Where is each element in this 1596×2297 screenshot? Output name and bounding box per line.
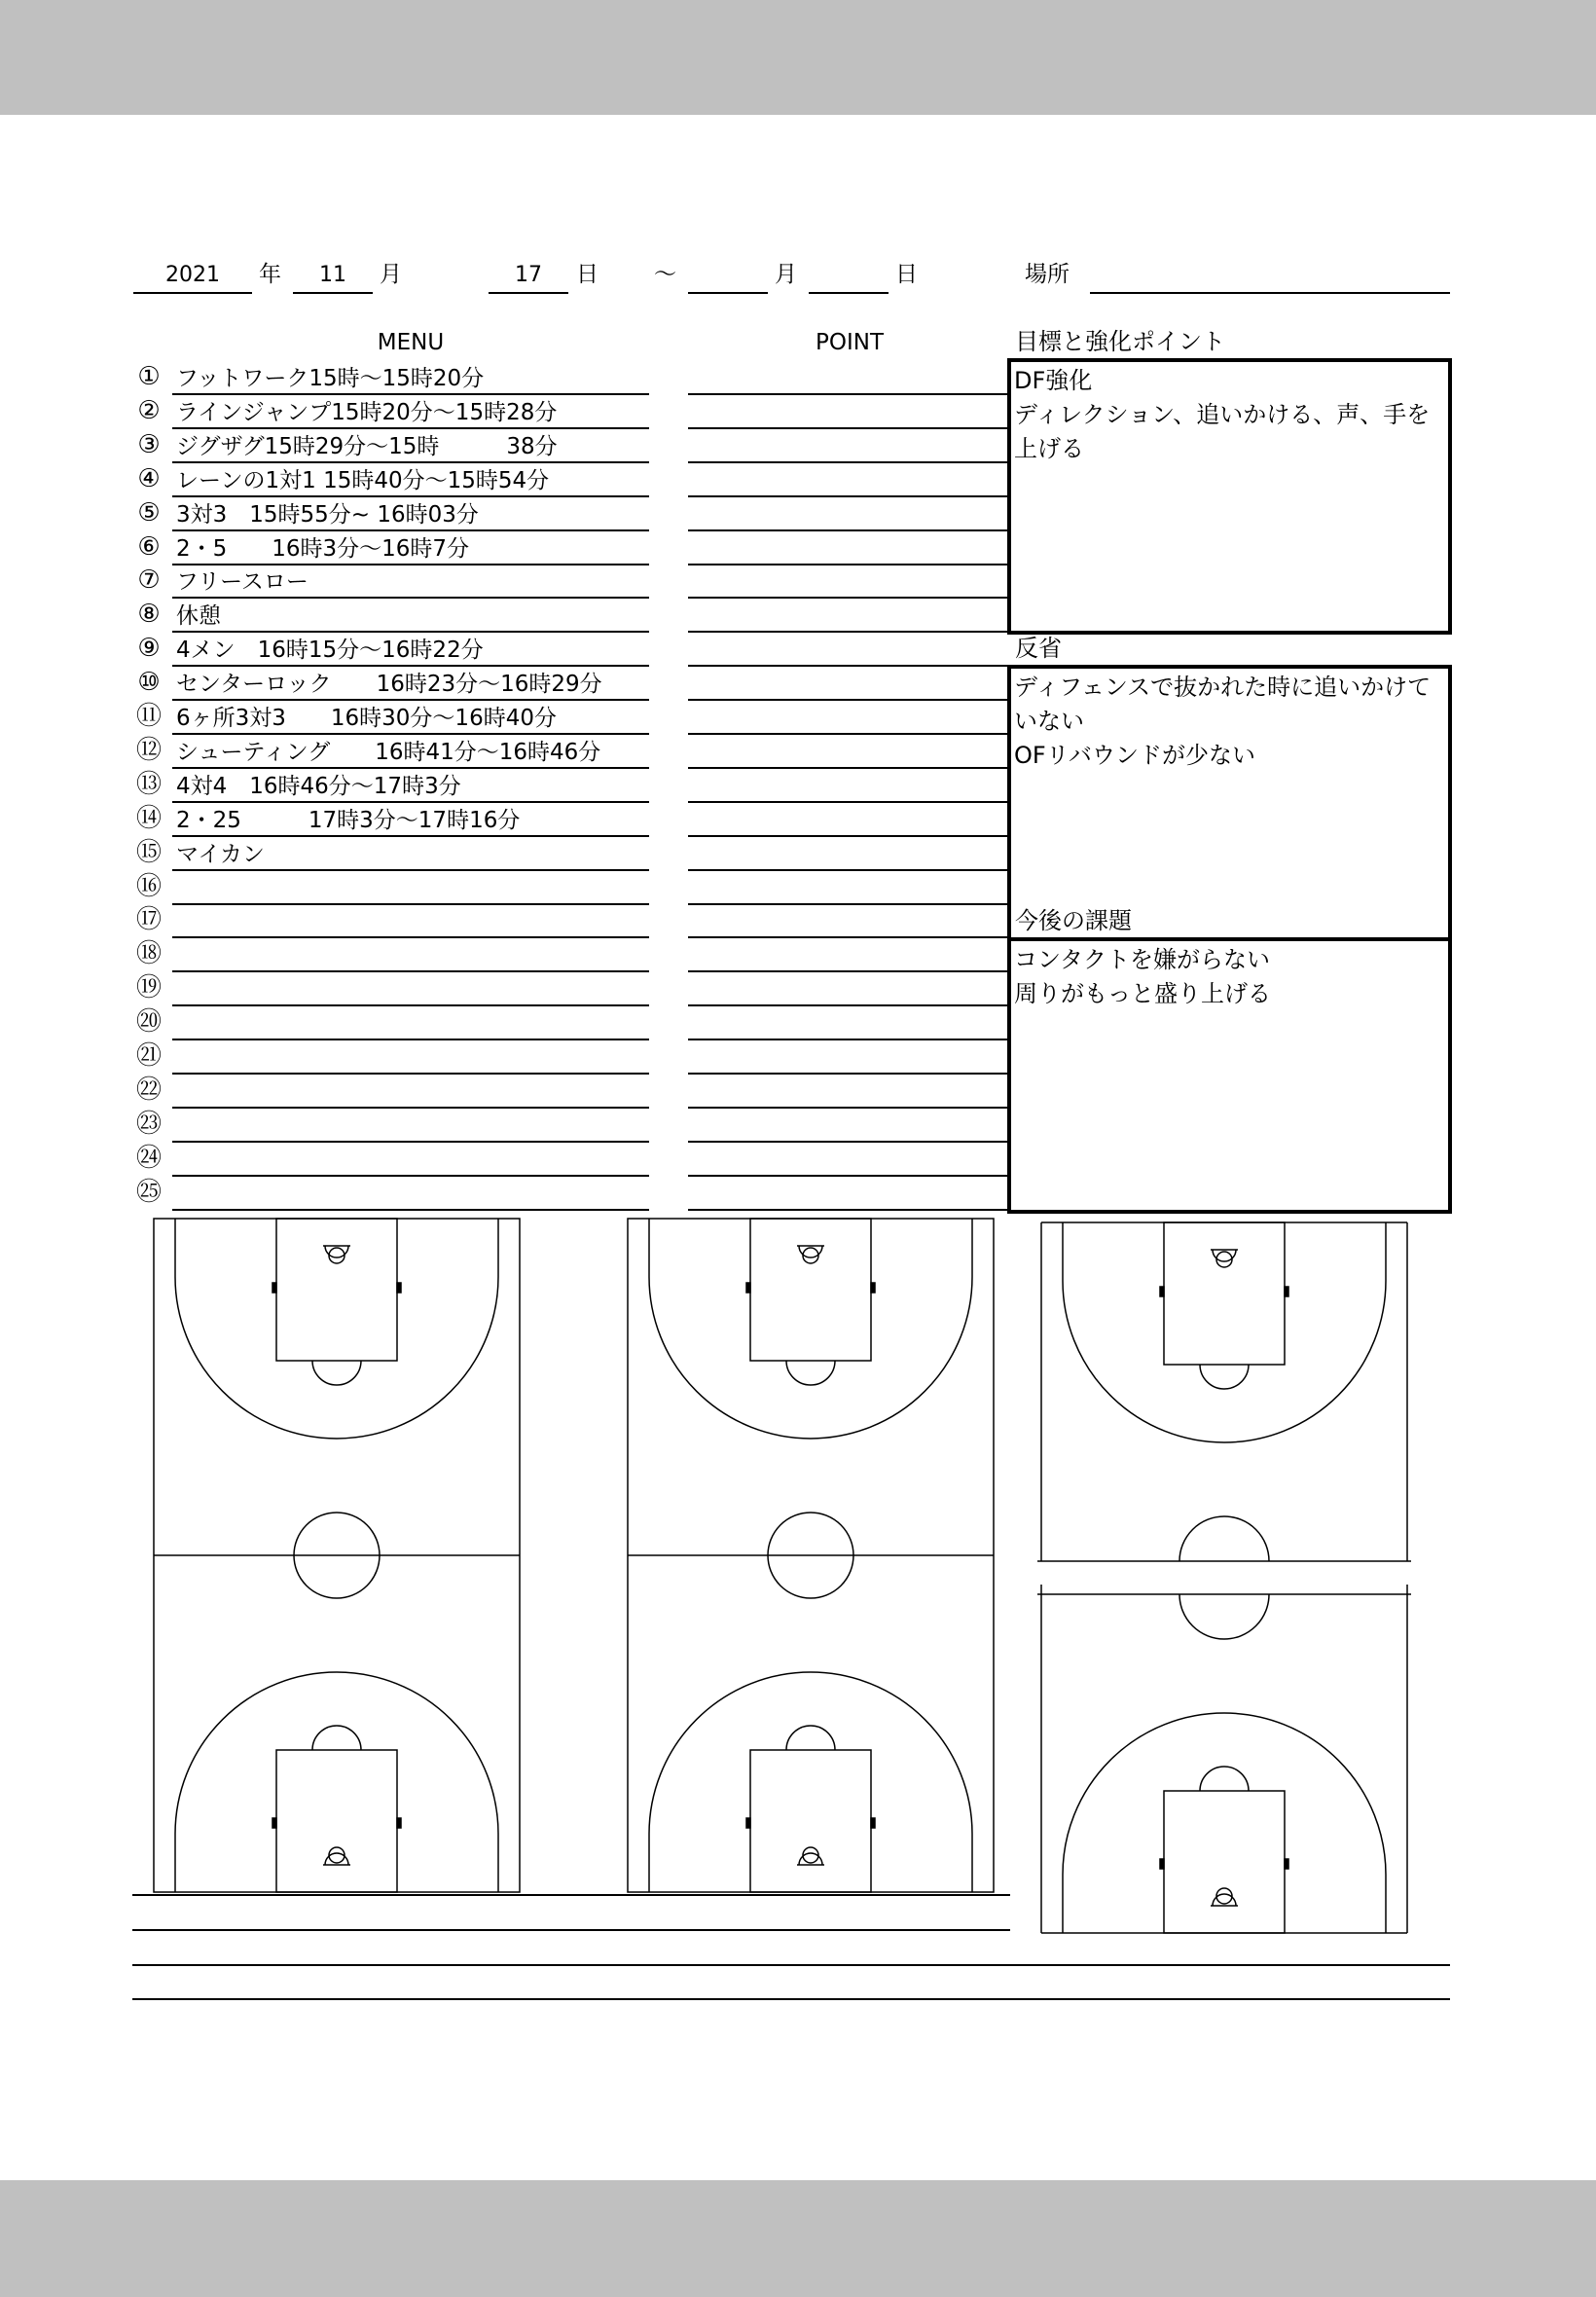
point-underline <box>688 665 1007 667</box>
full-court-diagram-left[interactable] <box>154 1219 520 1892</box>
top-half <box>649 1219 972 1439</box>
point-underline <box>688 1209 1007 1211</box>
point-underline <box>688 1141 1007 1143</box>
row-number: ⑮ <box>135 837 162 867</box>
bottom-half <box>175 1672 498 1892</box>
menu-underline <box>172 1073 649 1075</box>
half-court-diagram-bottom[interactable] <box>1041 1594 1407 1933</box>
reflection-box[interactable] <box>1007 665 1452 941</box>
menu-underline <box>172 970 649 972</box>
point-underline <box>688 801 1007 803</box>
point-underline <box>688 427 1007 429</box>
place-underline <box>1090 292 1450 294</box>
row-number: ④ <box>137 463 161 493</box>
place-label: 場所 <box>1025 262 1070 287</box>
row-number: ⑲ <box>135 973 162 1003</box>
point-underline <box>688 597 1007 599</box>
point-underline <box>688 733 1007 735</box>
future-label: 今後の課題 <box>1015 907 1132 934</box>
end-month-underline <box>688 292 768 294</box>
menu-underline <box>172 835 649 837</box>
menu-underline <box>172 461 649 463</box>
row-number: ② <box>137 395 161 425</box>
row-number: ⑯ <box>135 871 162 901</box>
row-number: ⑭ <box>135 803 162 833</box>
menu-underline <box>172 1141 649 1143</box>
range-tilde: 〜 <box>654 262 676 287</box>
menu-item[interactable]: センターロック 16時23分〜16時29分 <box>176 672 602 698</box>
menu-underline <box>172 529 649 531</box>
point-underline <box>688 461 1007 463</box>
row-number: ⑦ <box>137 565 161 596</box>
menu-item[interactable]: 4対4 16時46分〜17時3分 <box>176 773 461 799</box>
menu-underline <box>172 1004 649 1006</box>
menu-item[interactable]: 6ヶ所3対3 16時30分〜16時40分 <box>176 706 557 731</box>
menu-item[interactable]: 2・25 17時3分〜17時16分 <box>176 807 521 833</box>
point-underline <box>688 529 1007 531</box>
row-number: ⑨ <box>137 634 161 664</box>
reflection-text: ディフェンスで抜かれた時に追いかけていない OFリバウンドが少ない <box>1014 674 1432 769</box>
menu-item[interactable]: シューティング 16時41分〜16時46分 <box>176 739 601 765</box>
row-number: ③ <box>137 429 161 459</box>
practice-sheet <box>0 115 1596 2180</box>
day-unit: 日 <box>576 262 598 287</box>
year-field[interactable]: 2021 <box>165 263 220 287</box>
goals-box[interactable] <box>1007 358 1452 635</box>
goals-label: 目標と強化ポイント <box>1015 328 1225 355</box>
menu-underline <box>172 597 649 599</box>
row-number: ㉒ <box>135 1075 162 1105</box>
row-number: ⑱ <box>135 939 162 969</box>
menu-underline <box>172 427 649 429</box>
menu-underline <box>172 1175 649 1177</box>
row-number: ⑳ <box>135 1007 162 1038</box>
note-line-1[interactable] <box>132 1894 1010 1896</box>
menu-underline <box>172 564 649 565</box>
top-half <box>175 1219 498 1439</box>
point-underline <box>688 1073 1007 1075</box>
point-column-header: POINT <box>815 330 884 355</box>
menu-item[interactable]: ラインジャンプ15時20分〜15時28分 <box>176 399 558 425</box>
menu-underline <box>172 869 649 871</box>
full-court-diagram-center[interactable] <box>628 1219 994 1892</box>
menu-underline <box>172 936 649 938</box>
year-unit: 年 <box>259 262 281 287</box>
note-line-3[interactable] <box>132 1964 1450 1966</box>
note-line-4[interactable] <box>132 1998 1450 2000</box>
goals-text: DF強化 ディレクション、追いかける、声、手を上げる <box>1014 367 1431 462</box>
menu-underline <box>172 665 649 667</box>
menu-underline <box>172 631 649 633</box>
row-number: ⑩ <box>137 668 161 698</box>
point-underline <box>688 1004 1007 1006</box>
row-number: ⑬ <box>135 769 162 799</box>
menu-underline <box>172 495 649 497</box>
menu-item[interactable]: フリースロー <box>176 569 308 596</box>
bottom-half <box>649 1672 972 1892</box>
row-number: ⑪ <box>135 702 162 731</box>
point-underline <box>688 767 1007 769</box>
day-field[interactable]: 17 <box>515 263 542 287</box>
end-day-unit: 日 <box>895 262 918 287</box>
day-underline <box>489 292 568 294</box>
menu-underline <box>172 733 649 735</box>
point-underline <box>688 903 1007 905</box>
row-number: ㉔ <box>135 1143 162 1173</box>
menu-item[interactable]: レーンの1対1 15時40分〜15時54分 <box>176 467 550 493</box>
point-underline <box>688 835 1007 837</box>
row-number: ⑥ <box>137 531 161 562</box>
menu-underline <box>172 903 649 905</box>
menu-underline <box>172 1209 649 1211</box>
note-line-2[interactable] <box>132 1929 1010 1931</box>
menu-item[interactable]: 休憩 <box>176 603 221 630</box>
row-number: ㉓ <box>135 1109 162 1139</box>
menu-item[interactable]: ジグザグ15時29分〜15時 38分 <box>176 433 558 459</box>
year-underline <box>133 292 252 294</box>
point-underline <box>688 1175 1007 1177</box>
menu-item[interactable]: フットワーク15時〜15時20分 <box>176 366 485 391</box>
row-number: ㉑ <box>135 1041 162 1071</box>
menu-item[interactable]: マイカン <box>176 841 265 867</box>
menu-underline <box>172 393 649 395</box>
month-unit: 月 <box>380 262 402 287</box>
point-underline <box>688 631 1007 633</box>
point-underline <box>688 1039 1007 1040</box>
menu-underline <box>172 1107 649 1109</box>
month-underline <box>293 292 373 294</box>
month-field[interactable]: 11 <box>319 263 346 287</box>
menu-underline <box>172 801 649 803</box>
row-number: ⑫ <box>135 735 162 765</box>
menu-underline <box>172 1039 649 1040</box>
menu-underline <box>172 767 649 769</box>
row-number: ㉕ <box>135 1177 162 1207</box>
row-number: ⑧ <box>137 600 161 630</box>
row-number: ⑰ <box>135 905 162 935</box>
menu-item[interactable]: 3対3 15時55分~ 16時03分 <box>176 501 479 528</box>
point-underline <box>688 1107 1007 1109</box>
reflection-label: 反省 <box>1015 635 1062 662</box>
menu-column-header: MENU <box>377 330 445 355</box>
point-underline <box>688 699 1007 701</box>
half-court-diagram-top[interactable] <box>1041 1222 1407 1561</box>
row-number: ⑤ <box>137 497 161 528</box>
point-underline <box>688 936 1007 938</box>
menu-item[interactable]: 2・5 16時3分〜16時7分 <box>176 535 470 562</box>
future-text: コンタクトを嫌がらない 周りがもっと盛り上げる <box>1014 946 1271 1007</box>
point-underline <box>688 564 1007 565</box>
end-month-unit: 月 <box>775 262 797 287</box>
future-box[interactable] <box>1007 937 1452 1214</box>
point-underline <box>688 393 1007 395</box>
row-number: ① <box>137 362 161 391</box>
point-underline <box>688 970 1007 972</box>
menu-item[interactable]: 4メン 16時15分〜16時22分 <box>176 638 484 664</box>
point-underline <box>688 495 1007 497</box>
end-day-underline <box>809 292 889 294</box>
point-underline <box>688 869 1007 871</box>
menu-underline <box>172 699 649 701</box>
